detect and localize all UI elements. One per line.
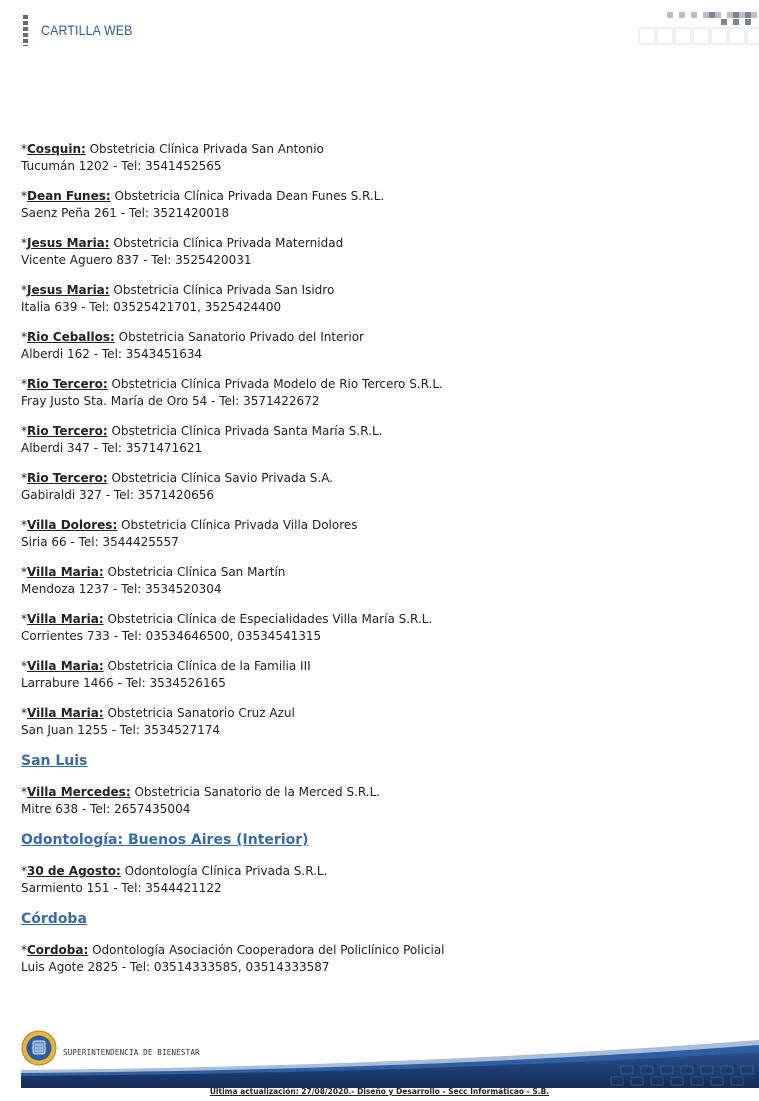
city-name: Rio Tercero: — [27, 377, 108, 391]
bullet-asterisk: * — [21, 471, 27, 485]
provider-name: Obstetricia Clínica Privada Modelo de Rio Tercero S.R.L. — [107, 377, 443, 391]
provider-name: Obstetricia Clínica Privada San Isidro — [109, 283, 335, 297]
provider-address: Italia 639 - Tel: 03525421701, 3525424400 — [21, 300, 282, 314]
provider-line — [21, 423, 741, 440]
city-name: Villa Maria: — [27, 612, 104, 626]
section-heading-link[interactable]: Buenos Aires (Interior) — [127, 832, 309, 848]
provider-name: Obstetricia Clínica Privada Maternidad — [109, 236, 344, 250]
provider-line — [21, 564, 741, 581]
provider-entry — [21, 423, 741, 457]
provider-address: Sarmiento 151 - Tel: 3544421122 — [21, 881, 222, 895]
bullet-asterisk: * — [21, 518, 27, 532]
provider-line — [21, 282, 741, 299]
city-name: Rio Tercero: — [27, 471, 108, 485]
provider-address: Siria 66 - Tel: 3544425557 — [21, 535, 179, 549]
provider-address: San Juan 1255 - Tel: 3534527174 — [21, 723, 221, 737]
provider-address: Larrabure 1466 - Tel: 3534526165 — [21, 676, 226, 690]
city-name: Jesus Maria: — [27, 283, 110, 297]
section-heading[interactable] — [21, 752, 741, 770]
last-updated-note: Ultima actualización: 27/08/2020.- Diseño y Desarrollo - Secc Informáticao - S.B. — [209, 1087, 550, 1096]
footer-org-name: SUPERINTENDENCIA DE BIENESTAR — [63, 1048, 200, 1057]
provider-line — [21, 942, 741, 959]
bullet-asterisk: * — [21, 659, 27, 673]
provider-name: Obstetricia Clínica San Martín — [103, 565, 286, 579]
section-heading-link[interactable]: Córdoba — [21, 911, 87, 927]
provider-line — [21, 188, 741, 205]
provider-address: Mendoza 1237 - Tel: 3534520304 — [21, 582, 222, 596]
provider-address: Corrientes 733 - Tel: 03534646500, 03534541315 — [21, 629, 322, 643]
provider-address: Vicente Aguero 837 - Tel: 3525420031 — [21, 253, 252, 267]
provider-line — [21, 611, 741, 628]
bullet-asterisk: * — [21, 864, 27, 878]
provider-entry — [21, 141, 741, 175]
provider-name: Obstetricia Clínica Privada Santa María S.R.L. — [107, 424, 383, 438]
bullet-asterisk: * — [21, 330, 27, 344]
provider-line — [21, 235, 741, 252]
header-pixel-decoration — [637, 12, 759, 48]
section-heading[interactable] — [21, 831, 741, 849]
city-name: Villa Mercedes: — [27, 785, 131, 799]
city-name: Villa Maria: — [27, 706, 104, 720]
provider-entry — [21, 188, 741, 222]
bullet-asterisk: * — [21, 424, 27, 438]
bullet-asterisk: * — [21, 377, 27, 391]
provider-address: Tucumán 1202 - Tel: 3541452565 — [21, 159, 222, 173]
provider-name: Obstetricia Clínica de la Familia III — [103, 659, 311, 673]
provider-entry — [21, 784, 741, 818]
provider-entry — [21, 235, 741, 269]
provider-name: Odontología Clínica Privada S.R.L. — [120, 864, 328, 878]
city-name: Villa Dolores: — [27, 518, 118, 532]
provider-name: Obstetricia Clínica de Especialidades Villa María S.R.L. — [103, 612, 433, 626]
city-name: Rio Ceballos: — [27, 330, 115, 344]
city-name: Villa Maria: — [27, 565, 104, 579]
section-heading-link[interactable]: San Luis — [21, 753, 88, 769]
provider-entry — [21, 470, 741, 504]
provider-line — [21, 470, 741, 487]
provider-name: Obstetricia Clínica Savio Privada S.A. — [107, 471, 334, 485]
section-heading-link[interactable]: Odontología: — [21, 832, 124, 848]
header-title: CARTILLA WEB — [41, 22, 133, 38]
provider-entry — [21, 942, 741, 976]
provider-line — [21, 658, 741, 675]
provider-line — [21, 517, 741, 534]
city-name: 30 de Agosto: — [27, 864, 121, 878]
bullet-asterisk: * — [21, 565, 27, 579]
provider-name: Obstetricia Sanatorio Cruz Azul — [103, 706, 295, 720]
city-name: Rio Tercero: — [27, 424, 108, 438]
provider-entry — [21, 705, 741, 739]
bullet-asterisk: * — [21, 612, 27, 626]
section-heading[interactable] — [21, 910, 741, 928]
bullet-asterisk: * — [21, 283, 27, 297]
bullet-asterisk: * — [21, 943, 27, 957]
city-name: Villa Maria: — [27, 659, 104, 673]
provider-entry — [21, 517, 741, 551]
city-name: Jesus Maria: — [27, 236, 110, 250]
page-footer — [21, 1030, 759, 1090]
city-name: Dean Funes: — [27, 189, 111, 203]
superintendencia-seal-icon — [21, 1030, 57, 1066]
provider-entry — [21, 282, 741, 316]
provider-address: Fray Justo Sta. María de Oro 54 - Tel: 3571422672 — [21, 394, 320, 408]
provider-line — [21, 141, 741, 158]
city-name: Cordoba: — [27, 943, 89, 957]
header-accent-bar — [23, 15, 28, 46]
provider-address: Mitre 638 - Tel: 2657435004 — [21, 802, 191, 816]
provider-entry — [21, 329, 741, 363]
city-name: Cosquin: — [27, 142, 86, 156]
provider-line — [21, 863, 741, 880]
provider-entry — [21, 564, 741, 598]
provider-line — [21, 705, 741, 722]
provider-line — [21, 784, 741, 801]
bullet-asterisk: * — [21, 706, 27, 720]
provider-entry — [21, 658, 741, 692]
provider-entry — [21, 376, 741, 410]
provider-name: Obstetricia Sanatorio de la Merced S.R.L. — [130, 785, 381, 799]
provider-line — [21, 329, 741, 346]
listing-content — [21, 141, 741, 989]
provider-entry — [21, 611, 741, 645]
provider-address: Saenz Peña 261 - Tel: 3521420018 — [21, 206, 230, 220]
page-header — [0, 0, 759, 60]
provider-name: Obstetricia Clínica Privada Villa Dolores — [117, 518, 358, 532]
provider-address: Luis Agote 2825 - Tel: 03514333585, 03514333587 — [21, 960, 330, 974]
provider-name: Odontología Asociación Cooperadora del Policlínico Policial — [88, 943, 445, 957]
bullet-asterisk: * — [21, 785, 27, 799]
provider-line — [21, 376, 741, 393]
bullet-asterisk: * — [21, 236, 27, 250]
provider-name: Obstetricia Clínica Privada San Antonio — [85, 142, 324, 156]
bullet-asterisk: * — [21, 189, 27, 203]
provider-address: Alberdi 347 - Tel: 3571471621 — [21, 441, 203, 455]
provider-address: Gabiraldi 327 - Tel: 3571420656 — [21, 488, 215, 502]
provider-address: Alberdi 162 - Tel: 3543451634 — [21, 347, 203, 361]
footer-wave-banner — [21, 1030, 759, 1088]
provider-name: Obstetricia Sanatorio Privado del Interior — [114, 330, 364, 344]
bullet-asterisk: * — [21, 142, 27, 156]
provider-entry — [21, 863, 741, 897]
provider-name: Obstetricia Clínica Privada Dean Funes S.R.L. — [110, 189, 385, 203]
